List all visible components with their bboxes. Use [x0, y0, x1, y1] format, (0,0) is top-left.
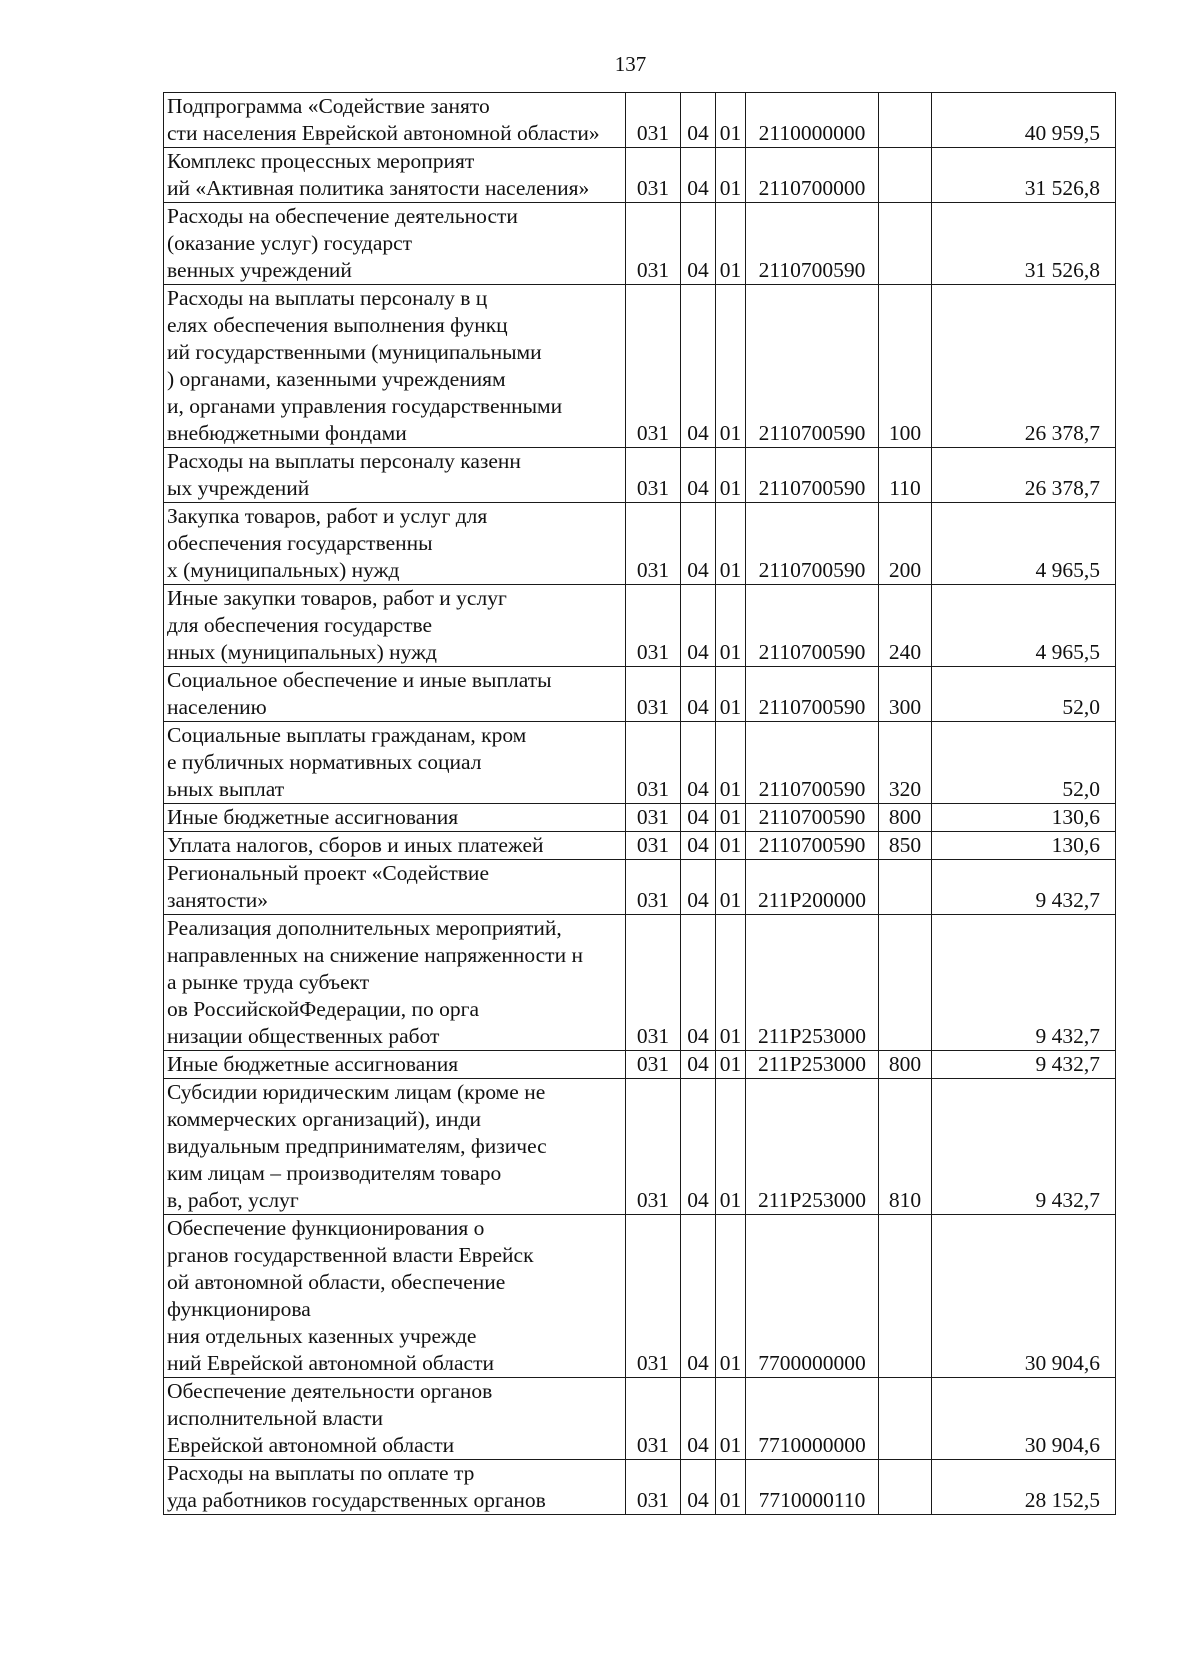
- table-row: [164, 585, 1116, 667]
- expense-type-cell: [879, 148, 932, 203]
- section-cell: 04: [681, 1051, 716, 1079]
- table-row: [164, 448, 1116, 503]
- expense-name-cell: Расходы на выплаты персоналу казенн ых учреждений: [164, 448, 626, 503]
- ved-cell: 031: [626, 915, 681, 1051]
- expense-name-cell: Социальное обеспечение и иные выплаты населению: [164, 667, 626, 722]
- expense-type-cell: 200: [879, 503, 932, 585]
- expense-type-cell: [879, 93, 932, 148]
- section-cell: 04: [681, 832, 716, 860]
- subsection-cell: 01: [716, 667, 746, 722]
- subsection-cell: 01: [716, 585, 746, 667]
- section-cell: 04: [681, 93, 716, 148]
- table-row: [164, 1051, 1116, 1079]
- ved-cell: 031: [626, 832, 681, 860]
- amount-cell: 4 965,5: [932, 585, 1116, 667]
- amount-cell: 9 432,7: [932, 1051, 1116, 1079]
- subsection-cell: 01: [716, 148, 746, 203]
- ved-cell: 031: [626, 585, 681, 667]
- ved-cell: 031: [626, 1378, 681, 1460]
- expense-type-cell: [879, 860, 932, 915]
- expense-name-cell: Обеспечение деятельности органов исполнительной власти Еврейской автономной области: [164, 1378, 626, 1460]
- section-cell: 04: [681, 1215, 716, 1378]
- section-cell: 04: [681, 1378, 716, 1460]
- ved-cell: 031: [626, 1215, 681, 1378]
- budget-table: [163, 92, 1116, 1515]
- expense-name-cell: Расходы на выплаты по оплате тр уда работников государственных органов: [164, 1460, 626, 1515]
- ved-cell: 031: [626, 860, 681, 915]
- table-row: [164, 1378, 1116, 1460]
- expense-type-cell: [879, 915, 932, 1051]
- target-article-cell: 2110700590: [746, 804, 879, 832]
- amount-cell: 30 904,6: [932, 1215, 1116, 1378]
- amount-cell: 130,6: [932, 832, 1116, 860]
- page-number: 137: [614, 52, 647, 76]
- target-article-cell: 211P200000: [746, 860, 879, 915]
- section-cell: 04: [681, 804, 716, 832]
- target-article-cell: 7710000000: [746, 1378, 879, 1460]
- expense-type-cell: [879, 1378, 932, 1460]
- expense-type-cell: 300: [879, 667, 932, 722]
- subsection-cell: 01: [716, 503, 746, 585]
- table-row: [164, 860, 1116, 915]
- target-article-cell: 2110700590: [746, 285, 879, 448]
- subsection-cell: 01: [716, 1460, 746, 1515]
- table-row: [164, 1460, 1116, 1515]
- expense-name-cell: Закупка товаров, работ и услуг для обеспечения государственны х (муниципальных) нужд: [164, 503, 626, 585]
- expense-type-cell: 110: [879, 448, 932, 503]
- table-row: [164, 1079, 1116, 1215]
- target-article-cell: 7710000110: [746, 1460, 879, 1515]
- expense-type-cell: 850: [879, 832, 932, 860]
- ved-cell: 031: [626, 667, 681, 722]
- target-article-cell: 2110700590: [746, 503, 879, 585]
- expense-type-cell: [879, 203, 932, 285]
- section-cell: 04: [681, 148, 716, 203]
- ved-cell: 031: [626, 804, 681, 832]
- subsection-cell: 01: [716, 285, 746, 448]
- target-article-cell: 211P253000: [746, 1051, 879, 1079]
- expense-name-cell: Подпрограмма «Содействие занято сти населения Еврейской автономной области»: [164, 93, 626, 148]
- ved-cell: 031: [626, 203, 681, 285]
- amount-cell: 26 378,7: [932, 285, 1116, 448]
- subsection-cell: 01: [716, 832, 746, 860]
- amount-cell: 52,0: [932, 667, 1116, 722]
- expense-name-cell: Расходы на обеспечение деятельности (оказание услуг) государст венных учреждений: [164, 203, 626, 285]
- ved-cell: 031: [626, 148, 681, 203]
- expense-name-cell: Комплекс процессных мероприят ий «Активная политика занятости населения»: [164, 148, 626, 203]
- table-row: [164, 804, 1116, 832]
- subsection-cell: 01: [716, 722, 746, 804]
- section-cell: 04: [681, 860, 716, 915]
- ved-cell: 031: [626, 722, 681, 804]
- amount-cell: 31 526,8: [932, 203, 1116, 285]
- expense-name-cell: Иные бюджетные ассигнования: [164, 1051, 626, 1079]
- table-row: [164, 1215, 1116, 1378]
- target-article-cell: 7700000000: [746, 1215, 879, 1378]
- target-article-cell: 2110000000: [746, 93, 879, 148]
- ved-cell: 031: [626, 1079, 681, 1215]
- target-article-cell: 211P253000: [746, 1079, 879, 1215]
- table-row: [164, 915, 1116, 1051]
- target-article-cell: 2110700000: [746, 148, 879, 203]
- ved-cell: 031: [626, 285, 681, 448]
- subsection-cell: 01: [716, 860, 746, 915]
- expense-type-cell: 800: [879, 804, 932, 832]
- subsection-cell: 01: [716, 915, 746, 1051]
- section-cell: 04: [681, 503, 716, 585]
- table-row: [164, 667, 1116, 722]
- table-row: [164, 148, 1116, 203]
- section-cell: 04: [681, 722, 716, 804]
- subsection-cell: 01: [716, 1378, 746, 1460]
- expense-name-cell: Социальные выплаты гражданам, кром е публичных нормативных социал ьных выплат: [164, 722, 626, 804]
- expense-type-cell: 100: [879, 285, 932, 448]
- section-cell: 04: [681, 1079, 716, 1215]
- target-article-cell: 2110700590: [746, 832, 879, 860]
- expense-name-cell: Реализация дополнительных мероприятий, направленных на снижение напряженности н а рынке труда субъект ов РоссийскойФедерации, по орга низации общественных работ: [164, 915, 626, 1051]
- expense-name-cell: Иные бюджетные ассигнования: [164, 804, 626, 832]
- expense-type-cell: 800: [879, 1051, 932, 1079]
- amount-cell: 31 526,8: [932, 148, 1116, 203]
- table-row: [164, 832, 1116, 860]
- expense-name-cell: Уплата налогов, сборов и иных платежей: [164, 832, 626, 860]
- amount-cell: 130,6: [932, 804, 1116, 832]
- subsection-cell: 01: [716, 93, 746, 148]
- section-cell: 04: [681, 448, 716, 503]
- subsection-cell: 01: [716, 1051, 746, 1079]
- ved-cell: 031: [626, 1460, 681, 1515]
- expense-name-cell: Субсидии юридическим лицам (кроме не коммерческих организаций), инди видуальным предпринимателям, физичес ким лицам – производителям товаро в, работ, услуг: [164, 1079, 626, 1215]
- target-article-cell: 211P253000: [746, 915, 879, 1051]
- expense-name-cell: Расходы на выплаты персоналу в ц елях обеспечения выполнения функц ий государственными (муниципальными ) органами, казенными учреждениям и, органами управления государственными внебюджетными фондами: [164, 285, 626, 448]
- table-row: [164, 722, 1116, 804]
- section-cell: 04: [681, 667, 716, 722]
- section-cell: 04: [681, 203, 716, 285]
- expense-type-cell: 320: [879, 722, 932, 804]
- section-cell: 04: [681, 1460, 716, 1515]
- expense-type-cell: 240: [879, 585, 932, 667]
- amount-cell: 28 152,5: [932, 1460, 1116, 1515]
- subsection-cell: 01: [716, 448, 746, 503]
- subsection-cell: 01: [716, 1215, 746, 1378]
- amount-cell: 4 965,5: [932, 503, 1116, 585]
- table-row: [164, 93, 1116, 148]
- section-cell: 04: [681, 285, 716, 448]
- amount-cell: 52,0: [932, 722, 1116, 804]
- ved-cell: 031: [626, 503, 681, 585]
- amount-cell: 26 378,7: [932, 448, 1116, 503]
- amount-cell: 9 432,7: [932, 860, 1116, 915]
- amount-cell: 30 904,6: [932, 1378, 1116, 1460]
- expense-name-cell: Региональный проект «Содействие занятости»: [164, 860, 626, 915]
- target-article-cell: 2110700590: [746, 585, 879, 667]
- expense-name-cell: Обеспечение функционирования о рганов государственной власти Еврейск ой автономной области, обеспечение функционирова ния отдельных казенных учрежде ний Еврейской автономной области: [164, 1215, 626, 1378]
- subsection-cell: 01: [716, 203, 746, 285]
- amount-cell: 40 959,5: [932, 93, 1116, 148]
- table-row: [164, 285, 1116, 448]
- table-row: [164, 503, 1116, 585]
- section-cell: 04: [681, 585, 716, 667]
- expense-type-cell: 810: [879, 1079, 932, 1215]
- amount-cell: 9 432,7: [932, 1079, 1116, 1215]
- budget-table-body: [164, 93, 1116, 1515]
- amount-cell: 9 432,7: [932, 915, 1116, 1051]
- expense-type-cell: [879, 1460, 932, 1515]
- ved-cell: 031: [626, 1051, 681, 1079]
- target-article-cell: 2110700590: [746, 667, 879, 722]
- ved-cell: 031: [626, 93, 681, 148]
- ved-cell: 031: [626, 448, 681, 503]
- expense-name-cell: Иные закупки товаров, работ и услуг для обеспечения государстве нных (муниципальных) нужд: [164, 585, 626, 667]
- section-cell: 04: [681, 915, 716, 1051]
- target-article-cell: 2110700590: [746, 203, 879, 285]
- subsection-cell: 01: [716, 804, 746, 832]
- subsection-cell: 01: [716, 1079, 746, 1215]
- table-row: [164, 203, 1116, 285]
- target-article-cell: 2110700590: [746, 722, 879, 804]
- target-article-cell: 2110700590: [746, 448, 879, 503]
- expense-type-cell: [879, 1215, 932, 1378]
